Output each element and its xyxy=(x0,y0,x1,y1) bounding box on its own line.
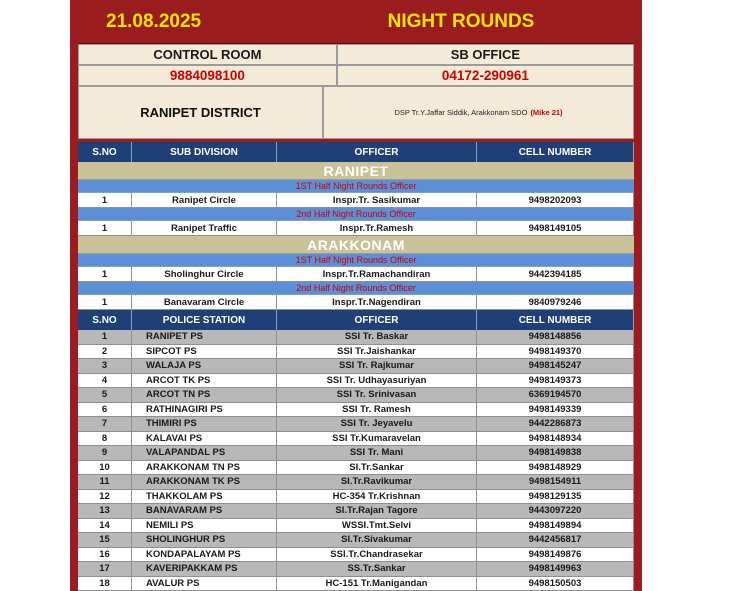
table-row xyxy=(78,461,634,476)
officer-cell: Inspr.Tr.Nagendiran xyxy=(277,295,477,309)
sno-cell: 1 xyxy=(78,330,132,344)
sno-cell: 1 xyxy=(78,295,132,309)
cell-number: 9442394185 xyxy=(477,267,634,281)
night-rounds-sheet xyxy=(70,0,642,591)
table-row xyxy=(78,475,634,490)
unit-cell: Ranipet Traffic xyxy=(132,221,277,235)
cell-number: 9498129135 xyxy=(477,490,634,504)
table-row xyxy=(78,403,634,418)
cell-number: 9498148856 xyxy=(477,330,634,344)
cell-number: 9498145247 xyxy=(477,359,634,373)
subdivision-row xyxy=(78,221,634,236)
cell-number: 9498149838 xyxy=(477,446,634,460)
contact-label-row xyxy=(78,44,634,65)
table-row xyxy=(78,374,634,389)
station-cell: SIPCOT PS xyxy=(132,345,277,359)
station-cell: ARAKKONAM TN PS xyxy=(132,461,277,475)
report-date: 21.08.2025 xyxy=(106,10,202,32)
officer-cell: SSI Tr. Rajkumar xyxy=(277,359,477,373)
table-row xyxy=(78,504,634,519)
station-cell: WALAJA PS xyxy=(132,359,277,373)
half-label: 2nd Half Night Rounds Officer xyxy=(78,282,634,295)
officer-cell: Inspr.Tr.Ramesh xyxy=(277,221,477,235)
col-cell-header: CELL NUMBER xyxy=(477,310,634,330)
col-sno-header: S.NO xyxy=(78,142,132,162)
station-cell: THAKKOLAM PS xyxy=(132,490,277,504)
station-cell: VALAPANDAL PS xyxy=(132,446,277,460)
cell-number: 9498150503 xyxy=(477,577,634,591)
cell-number: 9498148929 xyxy=(477,461,634,475)
cell-number: 9498149370 xyxy=(477,345,634,359)
cell-number: 9498149876 xyxy=(477,548,634,562)
sno-cell: 6 xyxy=(78,403,132,417)
col-sno-header: S.NO xyxy=(78,310,132,330)
officer-cell: SI.Tr.Sivakumar xyxy=(277,533,477,547)
table-row xyxy=(78,388,634,403)
sno-cell: 7 xyxy=(78,417,132,431)
cell-number: 9498148934 xyxy=(477,432,634,446)
officer-cell: WSSI.Tmt.Selvi xyxy=(277,519,477,533)
officer-cell: SI.Tr.Ravikumar xyxy=(277,475,477,489)
station-table xyxy=(78,330,634,591)
station-cell: ARAKKONAM TK PS xyxy=(132,475,277,489)
sno-cell: 1 xyxy=(78,221,132,235)
half-label: 1ST Half Night Rounds Officer xyxy=(78,254,634,267)
sno-cell: 12 xyxy=(78,490,132,504)
col-cell-header: CELL NUMBER xyxy=(477,142,634,162)
officer-cell: SSI Tr. Jeyavelu xyxy=(277,417,477,431)
cell-number: 9443097220 xyxy=(477,504,634,518)
district-row xyxy=(78,86,634,139)
unit-cell: Banavaram Circle xyxy=(132,295,277,309)
table-row xyxy=(78,417,634,432)
half-label: 1ST Half Night Rounds Officer xyxy=(78,180,634,193)
control-room-label: CONTROL ROOM xyxy=(78,44,337,65)
sno-cell: 13 xyxy=(78,504,132,518)
cell-number: 6369194570 xyxy=(477,388,634,402)
sno-cell: 3 xyxy=(78,359,132,373)
unit-cell: Sholinghur Circle xyxy=(132,267,277,281)
control-room-number: 9884098100 xyxy=(78,65,337,86)
sno-cell: 14 xyxy=(78,519,132,533)
unit-cell: Ranipet Circle xyxy=(132,193,277,207)
station-cell: SHOLINGHUR PS xyxy=(132,533,277,547)
table-row xyxy=(78,490,634,505)
station-cell: NEMILI PS xyxy=(132,519,277,533)
table-row xyxy=(78,330,634,345)
table-row xyxy=(78,359,634,374)
sno-cell: 15 xyxy=(78,533,132,547)
station-cell: RANIPET PS xyxy=(132,330,277,344)
officer-cell: SSI.Tr.Chandrasekar xyxy=(277,548,477,562)
cell-number: 9840979246 xyxy=(477,295,634,309)
contact-number-row xyxy=(78,65,634,86)
cell-number: 9498149105 xyxy=(477,221,634,235)
half-label: 2nd Half Night Rounds Officer xyxy=(78,208,634,221)
table-row xyxy=(78,446,634,461)
sno-cell: 16 xyxy=(78,548,132,562)
cell-number: 9442456817 xyxy=(477,533,634,547)
table-row xyxy=(78,432,634,447)
sno-cell: 1 xyxy=(78,193,132,207)
station-cell: BANAVARAM PS xyxy=(132,504,277,518)
officer-cell: SSI Tr. Ramesh xyxy=(277,403,477,417)
sb-office-label: SB OFFICE xyxy=(337,44,634,65)
officer-cell: SSI Tr. Udhayasuriyan xyxy=(277,374,477,388)
subdivision-row xyxy=(78,267,634,282)
officer-cell: Inspr.Tr. Sasikumar xyxy=(277,193,477,207)
station-cell: AVALUR PS xyxy=(132,577,277,591)
col-subdivision-header: SUB DIVISION xyxy=(132,142,277,162)
col-station-header: POLICE STATION xyxy=(132,310,277,330)
officer-cell: SSI Tr.Kumaravelan xyxy=(277,432,477,446)
table-row xyxy=(78,562,634,577)
sno-cell: 1 xyxy=(78,267,132,281)
subdivision-row xyxy=(78,295,634,310)
dsp-name: DSP Tr.Y.Jaffar Siddik, Arakkonam SDO xyxy=(394,108,528,117)
sno-cell: 9 xyxy=(78,446,132,460)
table-row xyxy=(78,577,634,591)
station-cell: KALAVAI PS xyxy=(132,432,277,446)
col-officer-header: OFFICER xyxy=(277,142,477,162)
sno-cell: 8 xyxy=(78,432,132,446)
cell-number: 9498154911 xyxy=(477,475,634,489)
subdivision-header-row xyxy=(78,142,634,162)
district-name: RANIPET DISTRICT xyxy=(78,86,323,139)
sno-cell: 10 xyxy=(78,461,132,475)
table-row xyxy=(78,519,634,534)
cell-number: 9442286873 xyxy=(477,417,634,431)
sno-cell: 11 xyxy=(78,475,132,489)
station-cell: ARCOT TK PS xyxy=(132,374,277,388)
officer-cell: SSI Tr. Baskar xyxy=(277,330,477,344)
table-row xyxy=(78,345,634,360)
cell-number: 9498149373 xyxy=(477,374,634,388)
col-officer-header: OFFICER xyxy=(277,310,477,330)
officer-cell: SSI Tr.Jaishankar xyxy=(277,345,477,359)
sno-cell: 2 xyxy=(78,345,132,359)
station-cell: ARCOT TN PS xyxy=(132,388,277,402)
table-row xyxy=(78,533,634,548)
sno-cell: 4 xyxy=(78,374,132,388)
sno-cell: 18 xyxy=(78,577,132,591)
officer-cell: HC-354 Tr.Krishnan xyxy=(277,490,477,504)
dsp-info xyxy=(323,86,634,139)
officer-cell: SSI Tr. Srinivasan xyxy=(277,388,477,402)
subdivision-title-ranipet: RANIPET xyxy=(78,162,634,180)
report-title: NIGHT ROUNDS xyxy=(387,10,535,32)
sb-office-number: 04172-290961 xyxy=(337,65,634,86)
sno-cell: 17 xyxy=(78,562,132,576)
subdivision-title-arakkonam: ARAKKONAM xyxy=(78,236,634,254)
station-cell: KAVERIPAKKAM PS xyxy=(132,562,277,576)
station-cell: KONDAPALAYAM PS xyxy=(132,548,277,562)
officer-cell: SI.Tr.Rajan Tagore xyxy=(277,504,477,518)
officer-cell: Inspr.Tr.Ramachandiran xyxy=(277,267,477,281)
officer-cell: HC-151 Tr.Manigandan xyxy=(277,577,477,591)
officer-cell: SI.Tr.Sankar xyxy=(277,461,477,475)
station-header-row xyxy=(78,310,634,330)
station-cell: RATHINAGIRI PS xyxy=(132,403,277,417)
title-bar xyxy=(78,0,634,44)
officer-cell: SS.Tr.Sankar xyxy=(277,562,477,576)
cell-number: 9498149339 xyxy=(477,403,634,417)
station-cell: THIMIRI PS xyxy=(132,417,277,431)
officer-cell: SSI Tr. Mani xyxy=(277,446,477,460)
table-row xyxy=(78,548,634,563)
cell-number: 9498149894 xyxy=(477,519,634,533)
subdivision-row xyxy=(78,193,634,208)
sno-cell: 5 xyxy=(78,388,132,402)
dsp-callsign: (Mike 21) xyxy=(530,108,563,117)
cell-number: 9498202093 xyxy=(477,193,634,207)
cell-number: 9498149963 xyxy=(477,562,634,576)
